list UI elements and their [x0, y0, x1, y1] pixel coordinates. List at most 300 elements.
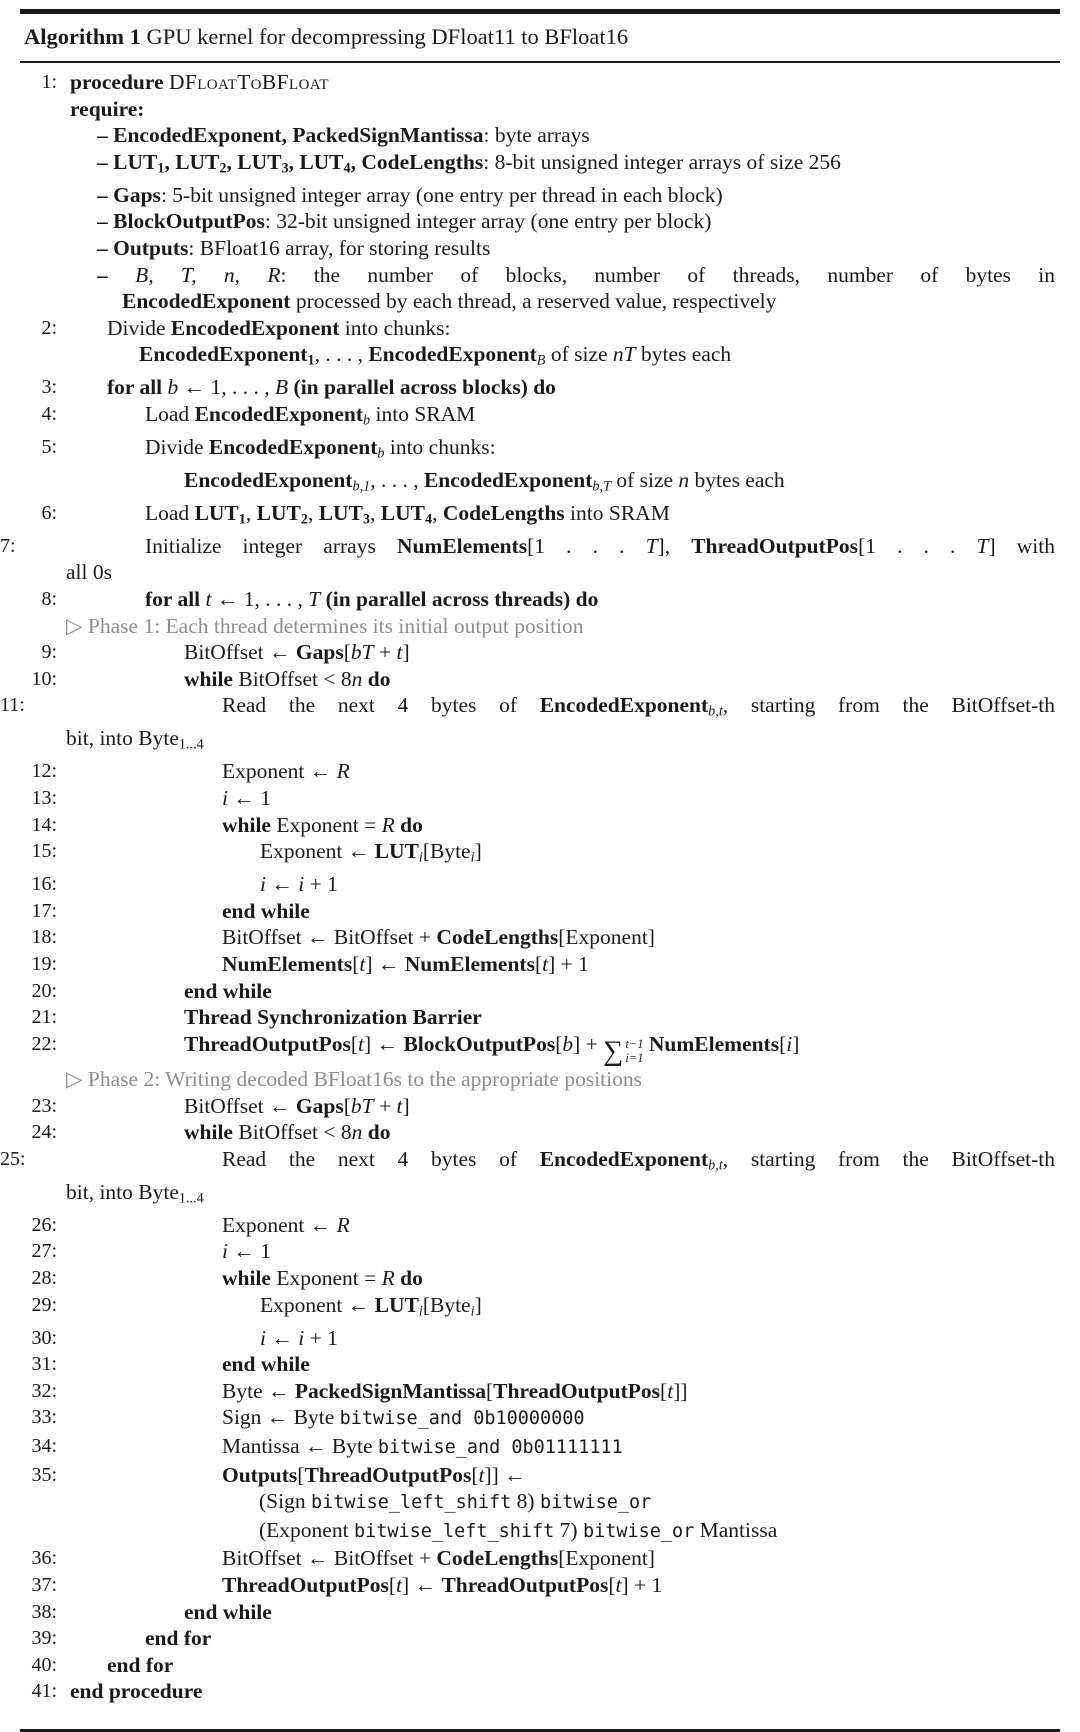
line-number: 5:	[41, 435, 57, 458]
text-segment: ← 1	[227, 1239, 271, 1264]
text-segment: ▷ Phase 1: Each thread determines its initial output position	[66, 613, 584, 638]
algorithm-body	[0, 63, 1080, 1705]
text-segment: bitwise_left_shift	[310, 1492, 512, 1514]
text-segment: do	[367, 1120, 391, 1145]
text-segment: BitOffset ← BitOffset +	[222, 1546, 437, 1571]
algo-line-continuation	[0, 288, 1055, 315]
text-segment: ← 1, . . . ,	[178, 375, 276, 400]
line-number: 15:	[31, 840, 57, 863]
algo-line-33	[0, 1404, 1055, 1433]
text-segment: ]]	[673, 1378, 688, 1403]
algo-line-34	[0, 1433, 1055, 1462]
algo-line-20	[0, 978, 1055, 1005]
text-segment: bit, into Byte	[66, 726, 179, 751]
text-segment: 2	[300, 511, 308, 528]
text-segment: Divide	[145, 434, 209, 459]
text-segment: NumElements	[222, 951, 353, 976]
text-segment: b	[562, 1031, 574, 1056]
text-segment: Exponent ←	[222, 1212, 337, 1237]
algo-line-9	[0, 639, 1055, 666]
algo-line-5	[0, 434, 1055, 467]
line-number: 24:	[31, 1121, 57, 1144]
text-segment: , starting from the BitOffset-th	[722, 1146, 1055, 1171]
text-segment: 1...4	[178, 1190, 204, 1207]
algo-line-15	[0, 838, 1055, 871]
text-segment: R	[381, 1266, 395, 1291]
line-number: 20:	[31, 979, 57, 1002]
text-segment: Exponent ←	[222, 759, 337, 784]
text-segment: t	[205, 587, 212, 612]
text-segment: Initialize integer arrays	[145, 533, 397, 558]
text-segment: [Exponent]	[558, 925, 655, 950]
text-segment: CodeLengths	[442, 500, 565, 525]
algo-line-continuation	[0, 559, 1055, 586]
text-segment: while	[222, 812, 277, 837]
algo-line-continuation	[0, 725, 1055, 758]
text-segment: bitwise_or	[582, 1520, 695, 1542]
text-segment: ] +	[573, 1031, 604, 1056]
line-number: 21:	[31, 1006, 57, 1029]
text-segment: bitwise_left_shift	[353, 1520, 555, 1542]
text-segment: b,T	[592, 478, 611, 495]
text-segment: EncodedExponent	[139, 342, 308, 367]
text-segment: [	[779, 1031, 787, 1056]
algo-line-27	[0, 1238, 1055, 1265]
text-segment: CodeLengths	[361, 149, 484, 174]
text-segment: bT	[350, 1093, 374, 1118]
algo-line-1	[0, 69, 1055, 96]
algo-line-17	[0, 898, 1055, 925]
algo-line-continuation	[0, 341, 1055, 374]
line-number: 41:	[31, 1680, 57, 1703]
text-segment: ] with	[988, 533, 1055, 558]
algo-line-35	[0, 1462, 1055, 1489]
text-segment: end while	[222, 1352, 310, 1377]
text-segment: 4	[424, 511, 433, 528]
text-segment: R	[336, 759, 350, 784]
algo-line-continuation	[0, 1517, 1055, 1546]
text-segment: ThreadOutputPos	[493, 1378, 661, 1403]
algo-line-14	[0, 812, 1055, 839]
text-segment: ,	[432, 500, 443, 525]
line-number: 35:	[31, 1463, 57, 1486]
text-segment: BlockOutputPos	[403, 1031, 556, 1056]
text-segment: t	[667, 1378, 674, 1403]
text-segment: T	[645, 533, 658, 558]
text-segment: Load	[145, 500, 195, 525]
algo-line-23	[0, 1093, 1055, 1120]
algo-line-41	[0, 1678, 1055, 1705]
line-number: 23:	[31, 1094, 57, 1117]
text-segment: ] + 1	[621, 1572, 663, 1597]
text-segment: Sign ← Byte	[222, 1405, 340, 1430]
algo-line-3	[0, 374, 1055, 401]
line-number: 11:	[0, 694, 25, 717]
algo-line-continuation	[0, 262, 1055, 289]
line-number: 12:	[31, 760, 57, 783]
text-segment: EncodedExponent	[539, 1146, 709, 1171]
text-segment: [Byte	[422, 839, 471, 864]
algo-line-continuation	[0, 96, 1055, 123]
line-number: 38:	[31, 1600, 57, 1623]
text-segment: ThreadOutputPos	[304, 1462, 472, 1487]
algo-line-10	[0, 666, 1055, 693]
text-segment: PackedSignMantissa	[294, 1378, 486, 1403]
text-segment: EncodedExponent	[170, 315, 340, 340]
algo-line-18	[0, 924, 1055, 951]
line-number: 8:	[41, 588, 57, 611]
text-segment: require:	[70, 96, 145, 121]
text-segment: ThreadOutputPos	[441, 1572, 609, 1597]
text-segment: into chunks:	[384, 434, 496, 459]
text-segment: nT	[612, 342, 636, 367]
text-segment: [	[343, 640, 351, 665]
text-segment: t	[542, 951, 549, 976]
text-segment: : 32-bit unsigned integer array (one entry per block)	[264, 209, 712, 234]
text-segment: R	[381, 812, 395, 837]
text-segment: EncodedExponent	[184, 467, 353, 492]
text-segment: procedure	[70, 70, 169, 94]
text-segment: bT	[350, 640, 374, 665]
text-segment: (in parallel across threads) do	[325, 587, 599, 612]
text-segment: end while	[222, 898, 310, 923]
text-segment: b,t	[708, 1157, 723, 1174]
algo-line-37	[0, 1572, 1055, 1599]
text-segment: end for	[107, 1652, 174, 1677]
text-segment: , starting from the BitOffset-th	[722, 693, 1055, 718]
text-segment: ThreadOutputPos	[691, 533, 859, 558]
text-segment: Gaps	[295, 1093, 344, 1118]
text-segment: i	[222, 1239, 228, 1264]
line-number: 33:	[31, 1406, 57, 1429]
text-segment: do	[400, 1266, 423, 1291]
text-segment: Exponent ←	[260, 1292, 375, 1317]
text-segment: Divide	[107, 315, 171, 340]
text-segment: EncodedExponent	[122, 289, 291, 314]
text-segment: [	[471, 1462, 479, 1487]
text-segment: ]	[792, 1031, 800, 1056]
text-segment: R	[336, 1212, 350, 1237]
text-segment: i	[470, 849, 475, 866]
text-segment: b	[363, 412, 371, 429]
text-segment: CodeLengths	[436, 1546, 559, 1571]
text-segment: Read the next 4 bytes of	[222, 693, 540, 718]
algo-line-6	[0, 500, 1055, 533]
text-segment: Load	[145, 401, 195, 426]
algorithm-label: Algorithm 1	[24, 24, 141, 49]
text-segment: i	[418, 1303, 423, 1320]
line-number: 6:	[41, 501, 57, 524]
line-number: 39:	[31, 1627, 57, 1650]
text-segment: all 0s	[66, 560, 112, 585]
algo-line-13	[0, 785, 1055, 812]
text-segment: NumElements	[648, 1031, 780, 1056]
text-segment: BitOffset ← BitOffset +	[222, 925, 437, 950]
text-segment: ← 1	[227, 785, 271, 810]
line-number: 9:	[41, 641, 57, 664]
text-segment: i	[786, 1031, 793, 1056]
text-segment: LUT	[299, 149, 344, 174]
algo-line-12	[0, 758, 1055, 785]
line-number: 30:	[31, 1326, 57, 1349]
text-segment: LUT	[113, 149, 158, 174]
text-segment: –	[97, 235, 114, 260]
text-segment: ]	[402, 1093, 410, 1118]
text-segment: i	[418, 849, 423, 866]
text-segment: ,	[164, 149, 176, 174]
text-segment: ]	[402, 640, 410, 665]
text-segment: Read the next 4 bytes of	[222, 1146, 540, 1171]
text-segment: CodeLengths	[436, 925, 559, 950]
text-segment: i	[260, 872, 266, 897]
phase-comment	[0, 613, 1055, 640]
line-number: 31:	[31, 1353, 57, 1376]
text-segment: BlockOutputPos	[113, 209, 265, 234]
algo-line-21	[0, 1004, 1055, 1031]
text-segment: ←	[265, 872, 299, 897]
text-segment: [	[608, 1572, 616, 1597]
text-segment: EncodedExponent	[194, 401, 364, 426]
text-segment: end while	[184, 978, 272, 1003]
text-segment: ] ←	[364, 1031, 404, 1056]
text-segment: Byte ←	[222, 1378, 295, 1403]
text-segment: into chunks:	[339, 315, 451, 340]
text-segment: [	[343, 1093, 351, 1118]
text-segment: 1	[157, 160, 165, 177]
line-number: 34:	[31, 1434, 57, 1457]
line-number: 22:	[31, 1032, 57, 1055]
text-segment: BitOffset < 8	[238, 666, 352, 691]
text-segment: ] ←	[402, 1572, 442, 1597]
text-segment: i	[470, 1303, 475, 1320]
text-segment: : BFloat16 array, for storing results	[188, 235, 491, 260]
text-segment: [	[555, 1031, 563, 1056]
text-segment: 2	[219, 160, 227, 177]
text-segment: of size	[610, 467, 679, 492]
text-segment: : the number of blocks, number of threads, number of bytes in	[280, 262, 1055, 287]
text-segment: + 1	[304, 1325, 338, 1350]
line-number: 26:	[31, 1213, 57, 1236]
algo-line-16	[0, 871, 1055, 898]
text-segment: n	[351, 666, 363, 691]
text-segment: LUT	[318, 500, 363, 525]
text-segment: for all	[107, 375, 168, 400]
line-number: 17:	[31, 899, 57, 922]
text-segment: bitwise_and 0b10000000	[339, 1408, 585, 1430]
algo-line-36	[0, 1545, 1055, 1572]
algo-line-29	[0, 1292, 1055, 1325]
text-segment: [Exponent]	[558, 1546, 655, 1571]
text-segment: b	[167, 375, 179, 400]
line-number: 10:	[31, 667, 57, 690]
text-segment: t	[396, 1572, 403, 1597]
algo-line-continuation	[0, 1488, 1055, 1517]
text-segment: bytes each	[635, 342, 732, 367]
text-segment: t	[396, 1093, 403, 1118]
text-segment: ←	[265, 1325, 299, 1350]
text-segment: 1	[238, 511, 246, 528]
line-number: 2:	[41, 316, 57, 339]
text-segment: processed by each thread, a reserved value, respectively	[290, 289, 777, 314]
summation-symbol: ∑ t−1 i=1	[603, 1035, 644, 1067]
text-segment: Exponent =	[276, 812, 382, 837]
line-number: 14:	[31, 813, 57, 836]
line-number: 37:	[31, 1573, 57, 1596]
text-segment: into SRAM	[564, 500, 670, 525]
phase-comment	[0, 1066, 1055, 1093]
text-segment: i	[222, 785, 228, 810]
text-segment: LUT	[374, 1292, 419, 1317]
text-segment: NumElements	[404, 951, 535, 976]
algo-line-22	[0, 1031, 1055, 1066]
bottom-rule	[20, 1729, 1060, 1732]
text-segment: b,1	[352, 478, 371, 495]
text-segment: ] + 1	[548, 951, 589, 976]
text-segment: LUT	[380, 500, 425, 525]
line-number: 28:	[31, 1267, 57, 1290]
text-segment: ← 1, . . . ,	[211, 587, 309, 612]
algo-line-39	[0, 1625, 1055, 1652]
text-segment: ,	[370, 500, 381, 525]
algo-line-7	[0, 533, 1055, 560]
text-segment: t	[615, 1572, 622, 1597]
text-segment: t	[359, 951, 366, 976]
text-segment: ]] ←	[484, 1462, 526, 1487]
algo-line-31	[0, 1351, 1055, 1378]
text-segment: end for	[145, 1626, 212, 1651]
text-segment: ,	[307, 500, 319, 525]
text-segment: bitwise_or	[539, 1492, 652, 1514]
line-number: 16:	[31, 873, 57, 896]
text-segment: b,t	[708, 703, 723, 720]
text-segment: ,	[288, 149, 300, 174]
text-segment: Outputs	[113, 235, 189, 260]
text-segment: [	[352, 951, 360, 976]
algo-line-4	[0, 401, 1055, 434]
text-segment: –	[97, 182, 114, 207]
text-segment: –	[97, 262, 136, 287]
text-segment: Exponent =	[276, 1266, 382, 1291]
line-number: 13:	[31, 786, 57, 809]
line-number: 1:	[41, 71, 57, 93]
algo-line-continuation	[0, 122, 1055, 149]
line-number: 36:	[31, 1547, 57, 1570]
algo-line-continuation	[0, 235, 1055, 262]
text-segment: ,	[226, 149, 238, 174]
text-segment: Outputs	[222, 1462, 298, 1487]
text-segment: do	[367, 666, 391, 691]
text-segment: –	[97, 123, 114, 148]
text-segment: 1...4	[178, 736, 204, 753]
text-segment: NumElements	[396, 533, 528, 558]
text-segment: B, T, n, R	[135, 262, 281, 287]
text-segment: bytes each	[689, 467, 785, 492]
text-segment: [1 . . .	[858, 533, 977, 558]
text-segment: Thread Synchronization Barrier	[184, 1005, 482, 1030]
text-segment: i	[260, 1325, 266, 1350]
text-segment: end while	[184, 1599, 272, 1624]
text-segment: –	[97, 149, 114, 174]
text-segment: Exponent ←	[260, 839, 375, 864]
text-segment: [	[297, 1462, 305, 1487]
text-segment: , . . . ,	[370, 467, 424, 492]
text-segment: BitOffset < 8	[238, 1120, 352, 1145]
text-segment: [	[534, 951, 543, 976]
text-segment: ThreadOutputPos	[222, 1572, 389, 1597]
algo-line-19	[0, 951, 1055, 978]
text-segment: T	[976, 533, 989, 558]
text-segment: ]	[474, 1292, 482, 1317]
text-segment: B	[536, 352, 546, 369]
text-segment: n	[351, 1120, 363, 1145]
text-segment: EncodedExponent	[368, 342, 537, 367]
text-segment: +	[373, 1093, 397, 1118]
text-segment: [	[350, 1031, 359, 1056]
text-segment: : byte arrays	[483, 123, 590, 148]
algo-line-continuation	[0, 467, 1055, 500]
text-segment: 3	[362, 511, 370, 528]
text-segment: t	[478, 1462, 485, 1487]
text-segment: DFloatToBFloat	[168, 70, 329, 94]
text-segment: 4	[343, 160, 351, 177]
text-segment: while	[184, 666, 239, 691]
text-segment: (Sign	[259, 1489, 311, 1514]
text-segment: while	[184, 1120, 239, 1145]
text-segment: i	[298, 1325, 305, 1350]
text-segment: i	[298, 872, 305, 897]
text-segment: ▷ Phase 2: Writing decoded BFloat16s to the appropriate positions	[66, 1067, 642, 1092]
text-segment: [	[388, 1572, 397, 1597]
line-number: 29:	[31, 1293, 57, 1316]
text-segment: +	[373, 640, 397, 665]
algo-line-8	[0, 586, 1055, 613]
text-segment: ,	[350, 149, 362, 174]
algo-line-25	[0, 1146, 1055, 1179]
line-number: 19:	[31, 952, 57, 975]
text-segment: : 8-bit unsigned integer arrays of size 256	[483, 149, 841, 174]
text-segment: (in parallel across blocks) do	[293, 375, 556, 400]
text-segment: [1 . . .	[527, 533, 646, 558]
text-segment: (Exponent	[259, 1517, 354, 1542]
line-number: 25:	[0, 1147, 26, 1170]
text-segment: [	[486, 1378, 494, 1403]
text-segment: BitOffset ←	[184, 640, 296, 665]
text-segment: , . . . ,	[314, 342, 369, 367]
text-segment: 3	[281, 160, 289, 177]
text-segment: : 5-bit unsigned integer array (one entry per thread in each block)	[160, 182, 723, 207]
text-segment: [	[660, 1378, 668, 1403]
text-segment: bit, into Byte	[66, 1179, 179, 1204]
text-segment: EncodedExponent	[423, 467, 593, 492]
line-number: 3:	[41, 376, 57, 399]
text-segment: LUT	[256, 500, 301, 525]
text-segment: b	[377, 445, 385, 462]
text-segment: 7)	[554, 1517, 583, 1542]
text-segment: ],	[657, 533, 692, 558]
text-segment: LUT	[175, 149, 220, 174]
text-segment: EncodedExponent, PackedSignMantissa	[113, 123, 484, 148]
algo-line-38	[0, 1599, 1055, 1626]
algo-line-11	[0, 692, 1055, 725]
line-number: 27:	[31, 1240, 57, 1263]
algo-line-32	[0, 1378, 1055, 1405]
algo-line-continuation	[0, 1179, 1055, 1212]
text-segment: EncodedExponent	[539, 693, 709, 718]
text-segment: ] ←	[365, 951, 405, 976]
text-segment: bitwise_and 0b01111111	[377, 1436, 623, 1458]
text-segment: for all	[145, 587, 206, 612]
text-segment: 8)	[511, 1489, 540, 1514]
